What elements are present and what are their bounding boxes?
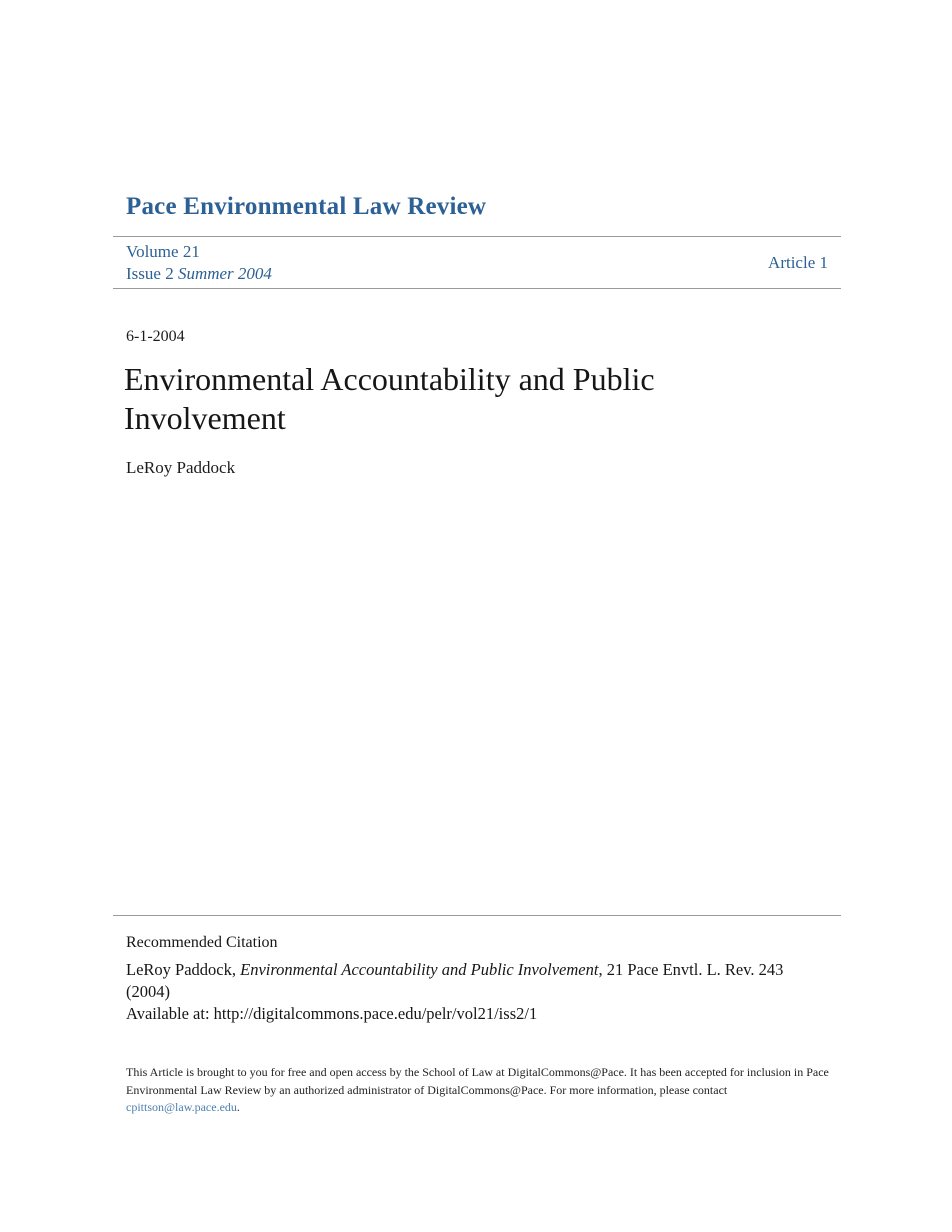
article-title: Environmental Accountability and Public Involvement (124, 361, 655, 436)
article-number-link[interactable]: Article 1 (768, 253, 828, 272)
divider-citation (113, 915, 841, 916)
volume-link[interactable]: Volume 21 (126, 242, 200, 261)
citation-text (126, 959, 816, 1003)
available-at-url-link[interactable]: http://digitalcommons.pace.edu/pelr/vol21/iss2/1 (213, 1004, 538, 1023)
recommended-citation-heading: Recommended Citation (126, 934, 278, 951)
available-at-line (126, 1003, 816, 1025)
divider-masthead (113, 288, 841, 289)
footer-text: This Article is brought to you for free and open access by the School of Law at DigitalCommons@Pace. It has been accepted for inclusion in Pace Environmental Law Review by an authorized administrator of DigitalCommons@Pace. For more information, please contact (126, 1065, 829, 1097)
article-author: LeRoy Paddock (126, 458, 236, 477)
contact-email-link[interactable]: cpittson@law.pace.edu (126, 1100, 237, 1114)
volume-issue-block (126, 241, 272, 285)
issue-season: Summer 2004 (177, 264, 272, 283)
citation-reference-part: , 21 Pace Envtl. L. Rev. 243 (2004) (126, 960, 784, 1001)
masthead-row (126, 240, 828, 286)
footer-text-period: . (236, 1100, 240, 1114)
issue-number: Issue 2 (126, 264, 178, 283)
citation-author-part: LeRoy Paddock, (126, 960, 241, 979)
issue-link[interactable] (126, 263, 272, 285)
citation-title-part: Environmental Accountability and Public Involvement (240, 960, 599, 979)
divider-top (113, 236, 841, 237)
footer-access-note (126, 1064, 842, 1117)
citation-block (126, 959, 816, 1025)
available-at-label: Available at: (126, 1004, 214, 1023)
journal-title-link[interactable]: Pace Environmental Law Review (126, 193, 487, 220)
publication-date: 6-1-2004 (126, 328, 185, 345)
